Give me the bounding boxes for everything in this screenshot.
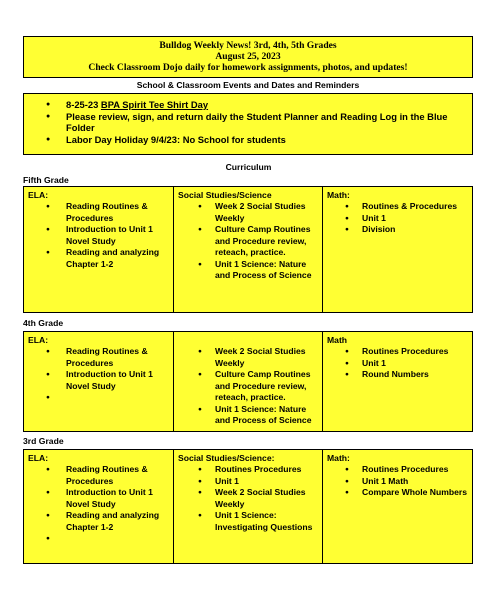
ss-science-cell — [173, 186, 323, 313]
ela-cell — [23, 449, 174, 564]
topic-item: ● Compare Whole Numbers — [327, 487, 468, 499]
topic-item: ● Unit 1 Math — [327, 476, 468, 488]
topic-item: ● Reading Routines & Procedures — [28, 346, 169, 369]
topic-item: ● Round Numbers — [327, 369, 468, 381]
topic-item: ● Week 2 Social Studies Weekly — [178, 346, 318, 369]
topic-list — [28, 201, 169, 270]
subject-heading: ELA: — [28, 190, 49, 200]
topic-item — [28, 392, 169, 404]
topic-list — [178, 201, 318, 282]
topic-list — [28, 464, 169, 545]
subject-heading: Math — [327, 335, 348, 345]
topic-item: ● Routines Procedures — [327, 464, 468, 476]
subject-heading: ELA: — [28, 453, 49, 463]
topic-item: ● Introduction to Unit 1 Novel Study — [28, 224, 169, 247]
curriculum-title: Curriculum — [225, 162, 272, 172]
topic-item: ● Unit 1 Science: Nature and Process of Science — [178, 259, 318, 282]
topic-item: ● Routines Procedures — [178, 464, 318, 476]
newsletter-header — [23, 36, 473, 78]
math-cell — [322, 186, 473, 313]
grade-label: Fifth Grade — [23, 175, 69, 185]
subject-heading: ELA: — [28, 335, 49, 345]
topic-item: ● Introduction to Unit 1 Novel Study — [28, 487, 169, 510]
topic-item: ● Culture Camp Routines and Procedure review, reteach, practice. — [178, 224, 318, 259]
topic-item: ● Division — [327, 224, 468, 236]
spirit-day-link[interactable]: BPA Spirit Tee Shirt Day — [100, 99, 209, 110]
topic-item: ● Unit 1 — [327, 213, 468, 225]
event-item — [46, 99, 472, 111]
topic-list — [327, 346, 468, 381]
events-list — [46, 99, 472, 145]
dojo-note: Check Classroom Dojo daily for homework assignments, photos, and updates! — [88, 62, 408, 73]
subject-heading — [178, 335, 318, 346]
subject-heading: Math: — [327, 190, 350, 200]
ss-science-cell — [173, 449, 323, 564]
grade-label: 4th Grade — [23, 318, 64, 328]
topic-item: ● Routines Procedures — [327, 346, 468, 358]
newsletter-title: Bulldog Weekly News! 3rd, 4th, 5th Grades — [159, 40, 337, 51]
topic-item: ● Unit 1 Science: Nature and Process of Science — [178, 404, 318, 427]
ela-cell — [23, 331, 174, 432]
ss-science-cell — [173, 331, 323, 432]
subject-heading: Math: — [327, 453, 350, 463]
topic-list — [178, 464, 318, 533]
topic-item: ● Reading Routines & Procedures — [28, 201, 169, 224]
event-date: 8-25-23 — [66, 99, 101, 110]
topic-item: ● Reading and analyzing Chapter 1-2 — [28, 247, 169, 270]
subject-heading: Social Studies/Science: — [178, 453, 275, 463]
subject-heading: Social Studies/Science — [178, 190, 272, 200]
grade-label: 3rd Grade — [23, 436, 64, 446]
ela-cell — [23, 186, 174, 313]
newsletter-date: August 25, 2023 — [215, 51, 281, 62]
topic-item: ● Reading and analyzing Chapter 1-2 — [28, 510, 169, 533]
topic-list — [327, 201, 468, 236]
topic-item: ● Culture Camp Routines and Procedure review, reteach, practice. — [178, 369, 318, 404]
topic-item: ● Routines & Procedures — [327, 201, 468, 213]
math-cell — [322, 331, 473, 432]
math-cell — [322, 449, 473, 564]
event-item: ● Labor Day Holiday 9/4/23: No School for students — [46, 134, 472, 146]
topic-list — [327, 464, 468, 499]
events-title: School & Classroom Events and Dates and Reminders — [136, 80, 360, 90]
event-item: ● Please review, sign, and return daily the Student Planner and Reading Log in the Blue Folder — [46, 111, 472, 134]
topic-item: ● Unit 1 — [327, 358, 468, 370]
topic-item: ● Week 2 Social Studies Weekly — [178, 201, 318, 224]
topic-item: ● Unit 1 Science: Investigating Questions — [178, 510, 318, 533]
topic-list — [28, 346, 169, 404]
topic-list — [178, 346, 318, 427]
topic-item: ● Week 2 Social Studies Weekly — [178, 487, 318, 510]
events-box — [23, 93, 473, 155]
topic-item: ● Reading Routines & Procedures — [28, 464, 169, 487]
topic-item: ● Introduction to Unit 1 Novel Study — [28, 369, 169, 392]
topic-item — [28, 533, 169, 545]
topic-item: ● Unit 1 — [178, 476, 318, 488]
